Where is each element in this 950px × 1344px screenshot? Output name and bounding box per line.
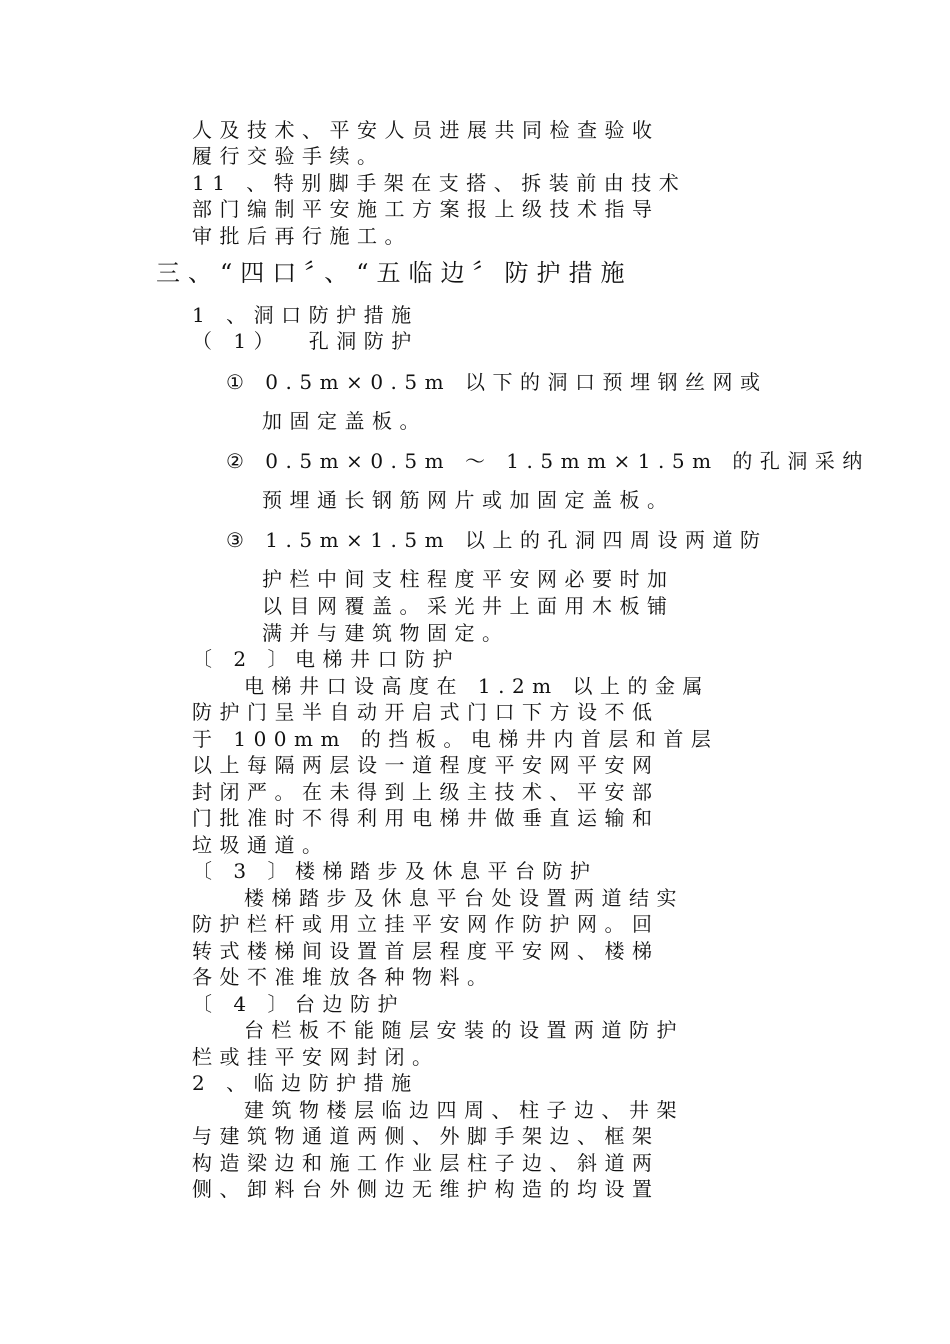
subsection-heading: 2 、临边防护措施	[192, 1071, 419, 1095]
text-line: 护栏中间支柱程度平安网必要时加	[262, 567, 675, 591]
text-line: 垃圾通道。	[192, 833, 330, 857]
text-line: 建筑物楼层临边四周、柱子边、井架	[244, 1098, 684, 1122]
text-line: 部门编制平安施工方案报上级技术指导	[192, 197, 660, 221]
section-heading: 三、“四口〞、“五临边〞防护措施	[156, 259, 633, 287]
text-line: 栏或挂平安网封闭。	[192, 1045, 440, 1069]
text-line: 电梯井口设高度在 1.2m 以上的金属	[244, 674, 710, 698]
text-line: 履行交验手续。	[192, 144, 385, 168]
text-line: 人及技术、平安人员进展共同检查验收	[192, 118, 660, 142]
text-line: 满并与建筑物固定。	[262, 621, 510, 645]
list-item: ③ 1.5m×1.5m 以上的孔洞四周设两道防	[226, 528, 768, 552]
item-heading: 〔 2 〕电梯井口防护	[192, 647, 460, 671]
list-item: ① 0.5m×0.5m 以下的洞口预埋钢丝网或	[226, 370, 768, 394]
text-line: 以上每隔两层设一道程度平安网平安网	[192, 753, 660, 777]
text-line: 各处不准堆放各种物料。	[192, 965, 495, 989]
item-heading: （ 1） 孔洞防护	[192, 329, 419, 353]
text-line: 防护栏杆或用立挂平安网作防护网。回	[192, 912, 660, 936]
text-line: 侧、卸料台外侧边无维护构造的均设置	[192, 1177, 660, 1201]
item-heading: 〔 3 〕楼梯踏步及休息平台防护	[192, 859, 598, 883]
item-heading: 〔 4 〕台边防护	[192, 992, 405, 1016]
text-line: 门批准时不得利用电梯井做垂直运输和	[192, 806, 660, 830]
text-line: 与建筑物通道两侧、外脚手架边、框架	[192, 1124, 660, 1148]
text-line: 于 100mm 的挡板。电梯井内首层和首层	[192, 727, 719, 751]
text-line: 预埋通长钢筋网片或加固定盖板。	[262, 488, 675, 512]
text-line: 构造梁边和施工作业层柱子边、斜道两	[192, 1151, 660, 1175]
text-line: 防护门呈半自动开启式门口下方设不低	[192, 700, 660, 724]
text-line: 封闭严。在未得到上级主技术、平安部	[192, 780, 660, 804]
text-line: 11 、特别脚手架在支搭、拆装前由技术	[192, 171, 687, 195]
subsection-heading: 1 、洞口防护措施	[192, 303, 419, 327]
text-line: 审批后再行施工。	[192, 224, 412, 248]
text-line: 以目网覆盖。采光井上面用木板铺	[262, 594, 675, 618]
text-line: 加固定盖板。	[262, 409, 427, 433]
text-line: 台栏板不能随层安装的设置两道防护	[244, 1018, 684, 1042]
list-item: ② 0.5m×0.5m ～ 1.5mm×1.5m 的孔洞采纳	[226, 449, 870, 473]
text-line: 转式楼梯间设置首层程度平安网、楼梯	[192, 939, 660, 963]
text-line: 楼梯踏步及休息平台处设置两道结实	[244, 886, 684, 910]
